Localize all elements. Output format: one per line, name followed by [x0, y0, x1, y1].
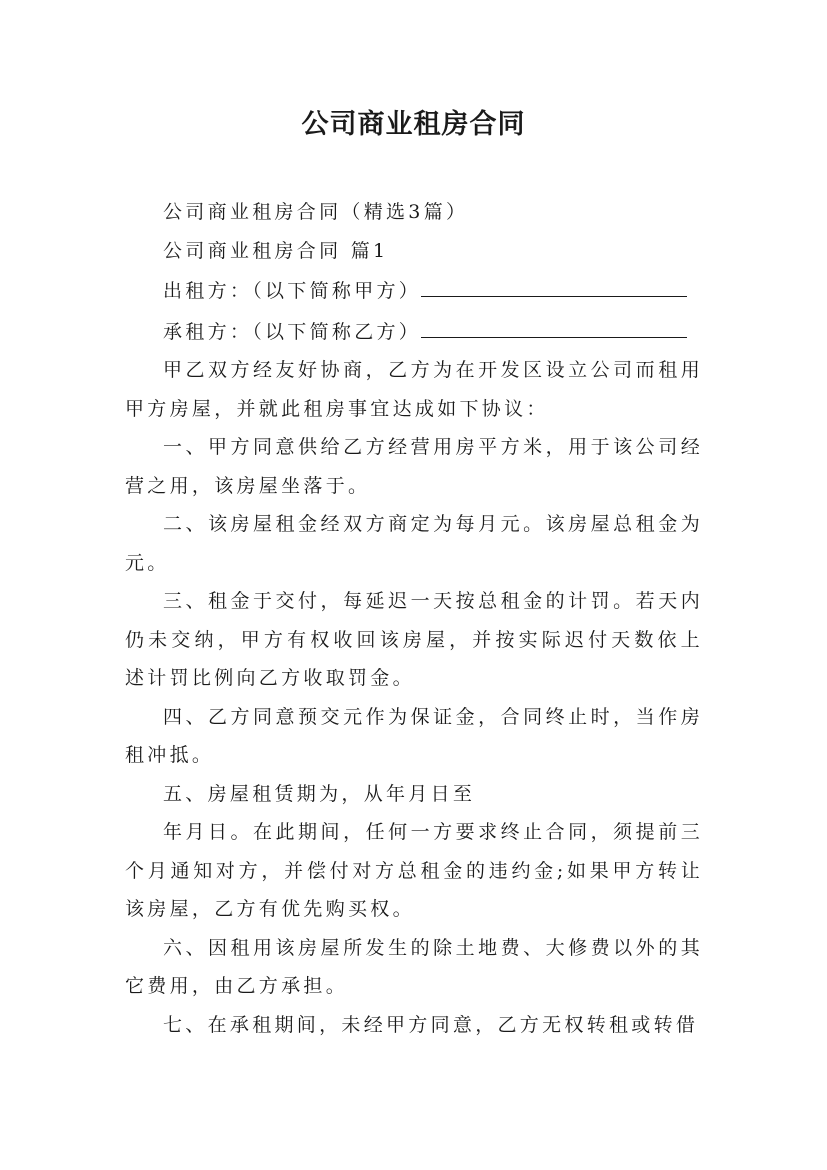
- lessee-label: 承租方：（以下简称乙方）: [163, 320, 422, 343]
- lessee-blank: [421, 311, 687, 338]
- clause-4: 四、乙方同意预交元作为保证金，合同终止时，当作房租冲抵。: [125, 705, 703, 766]
- lessor-label: 出租方：（以下简称甲方）: [163, 280, 422, 302]
- clause-5-continued: 年月日。在此期间，任何一方要求终止合同，须提前三个月通知对方，并偿付对方总租金的违约金;如果甲方转让该房屋，乙方有优先购买权。: [125, 821, 703, 920]
- paragraph-subtitle: 公司商业租房合同（精选3篇）: [163, 201, 469, 223]
- clause-2: 二、该房屋租金经双方商定为每月元。该房屋总租金为元。: [125, 513, 703, 574]
- clause-1: 一、甲方同意供给乙方经营用房平方米，用于该公司经营之用，该房屋坐落于。: [125, 436, 703, 497]
- lessee-line: [125, 311, 703, 352]
- lessor-blank: [421, 270, 687, 297]
- clause-5: 五、房屋租赁期为，从年月日至: [163, 782, 476, 805]
- lessor-line: [125, 270, 703, 311]
- clause-3: 三、租金于交付，每延迟一天按总租金的计罚。若天内仍未交纳，甲方有权收回该房屋，并按实际迟付天数依上述计罚比例向乙方收取罚金。: [125, 590, 703, 689]
- paragraph-intro: 甲乙双方经友好协商，乙方为在开发区设立公司而租用甲方房屋，并就此租房事宜达成如下协议：: [125, 359, 703, 420]
- clause-7: 七、在承租期间，未经甲方同意，乙方无权转租或转借: [163, 1013, 699, 1036]
- document-title: 公司商业租房合同: [301, 109, 526, 140]
- paragraph-section-heading: 公司商业租房合同 篇1: [163, 239, 389, 262]
- clause-6: 六、因租用该房屋所发生的除土地费、大修费以外的其它费用，由乙方承担。: [125, 936, 703, 997]
- document-body: [125, 193, 703, 1044]
